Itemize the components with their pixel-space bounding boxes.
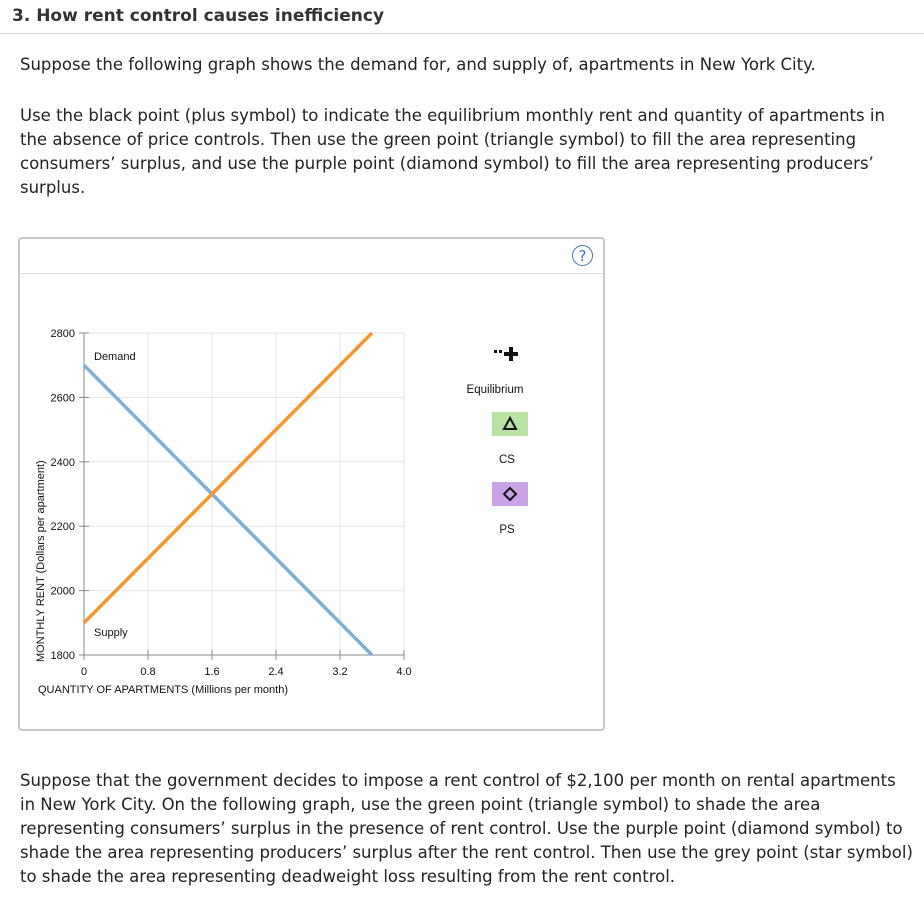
grid bbox=[84, 333, 404, 655]
demand-curve bbox=[84, 365, 372, 655]
intro-paragraph: Suppose the following graph shows the demand for, and supply of, apartments in New York City. bbox=[20, 55, 816, 74]
help-button[interactable]: ? bbox=[572, 245, 593, 266]
supply-curve bbox=[84, 333, 372, 623]
x-tick-label: 2.4 bbox=[268, 666, 284, 678]
x-tick-label: 1.6 bbox=[204, 666, 220, 678]
x-tick-label: 4.0 bbox=[396, 666, 412, 678]
x-tick-label: 0 bbox=[80, 666, 88, 678]
y-tick-label: 2600 bbox=[50, 392, 75, 405]
cs-label: CS bbox=[499, 454, 515, 466]
supply-label: Supply bbox=[94, 627, 128, 639]
x-tick-label: 3.2 bbox=[332, 666, 348, 678]
plus-icon[interactable] bbox=[494, 347, 518, 361]
axes bbox=[51, 328, 412, 678]
x-axis-title: QUANTITY OF APARTMENTS (Millions per month) bbox=[38, 684, 288, 696]
question-title: 3. How rent control causes inefficiency bbox=[12, 6, 385, 26]
y-tick-label: 2400 bbox=[50, 456, 75, 469]
y-axis-title: MONTHLY RENT (Dollars per apartment) bbox=[35, 460, 47, 662]
y-tick-label: 2800 bbox=[50, 328, 75, 340]
y-tick-label: 2000 bbox=[50, 585, 75, 598]
equilibrium-label: Equilibrium bbox=[466, 384, 524, 396]
y-tick-label: 2200 bbox=[50, 521, 75, 534]
y-tick-label: 1800 bbox=[50, 650, 75, 662]
ps-tool[interactable] bbox=[492, 482, 528, 536]
demand-label: Demand bbox=[94, 351, 136, 363]
x-tick-label: 0.8 bbox=[140, 666, 156, 678]
cs-swatch[interactable] bbox=[492, 412, 528, 436]
ps-label: PS bbox=[499, 524, 515, 536]
series bbox=[84, 333, 372, 655]
equilibrium-tool[interactable] bbox=[467, 347, 524, 396]
ps-swatch[interactable] bbox=[492, 482, 528, 506]
rent-control-paragraph: Suppose that the government decides to impose a rent control of $2,100 per month on rental apartments in New York City. On the following graph, use the green point (triangle symbol) to shade the area representing consumers’ surplus in the presence of rent control. Use the purple point (diamond symbol) to shade the area representing producers’ surplus after the rent control. Then use the grey point (star symbol) to shade the area representing deadweight loss resulting from the rent control. bbox=[20, 771, 913, 886]
cs-tool[interactable] bbox=[492, 412, 528, 466]
instructions-paragraph: Use the black point (plus symbol) to indicate the equilibrium monthly rent and quantity of apartments in the absence of price controls. Then use the green point (triangle symbol) to fill the area representing consumers’ surplus, and use the purple point (diamond symbol) to fill the area representing producers’ surplus. bbox=[20, 106, 885, 197]
